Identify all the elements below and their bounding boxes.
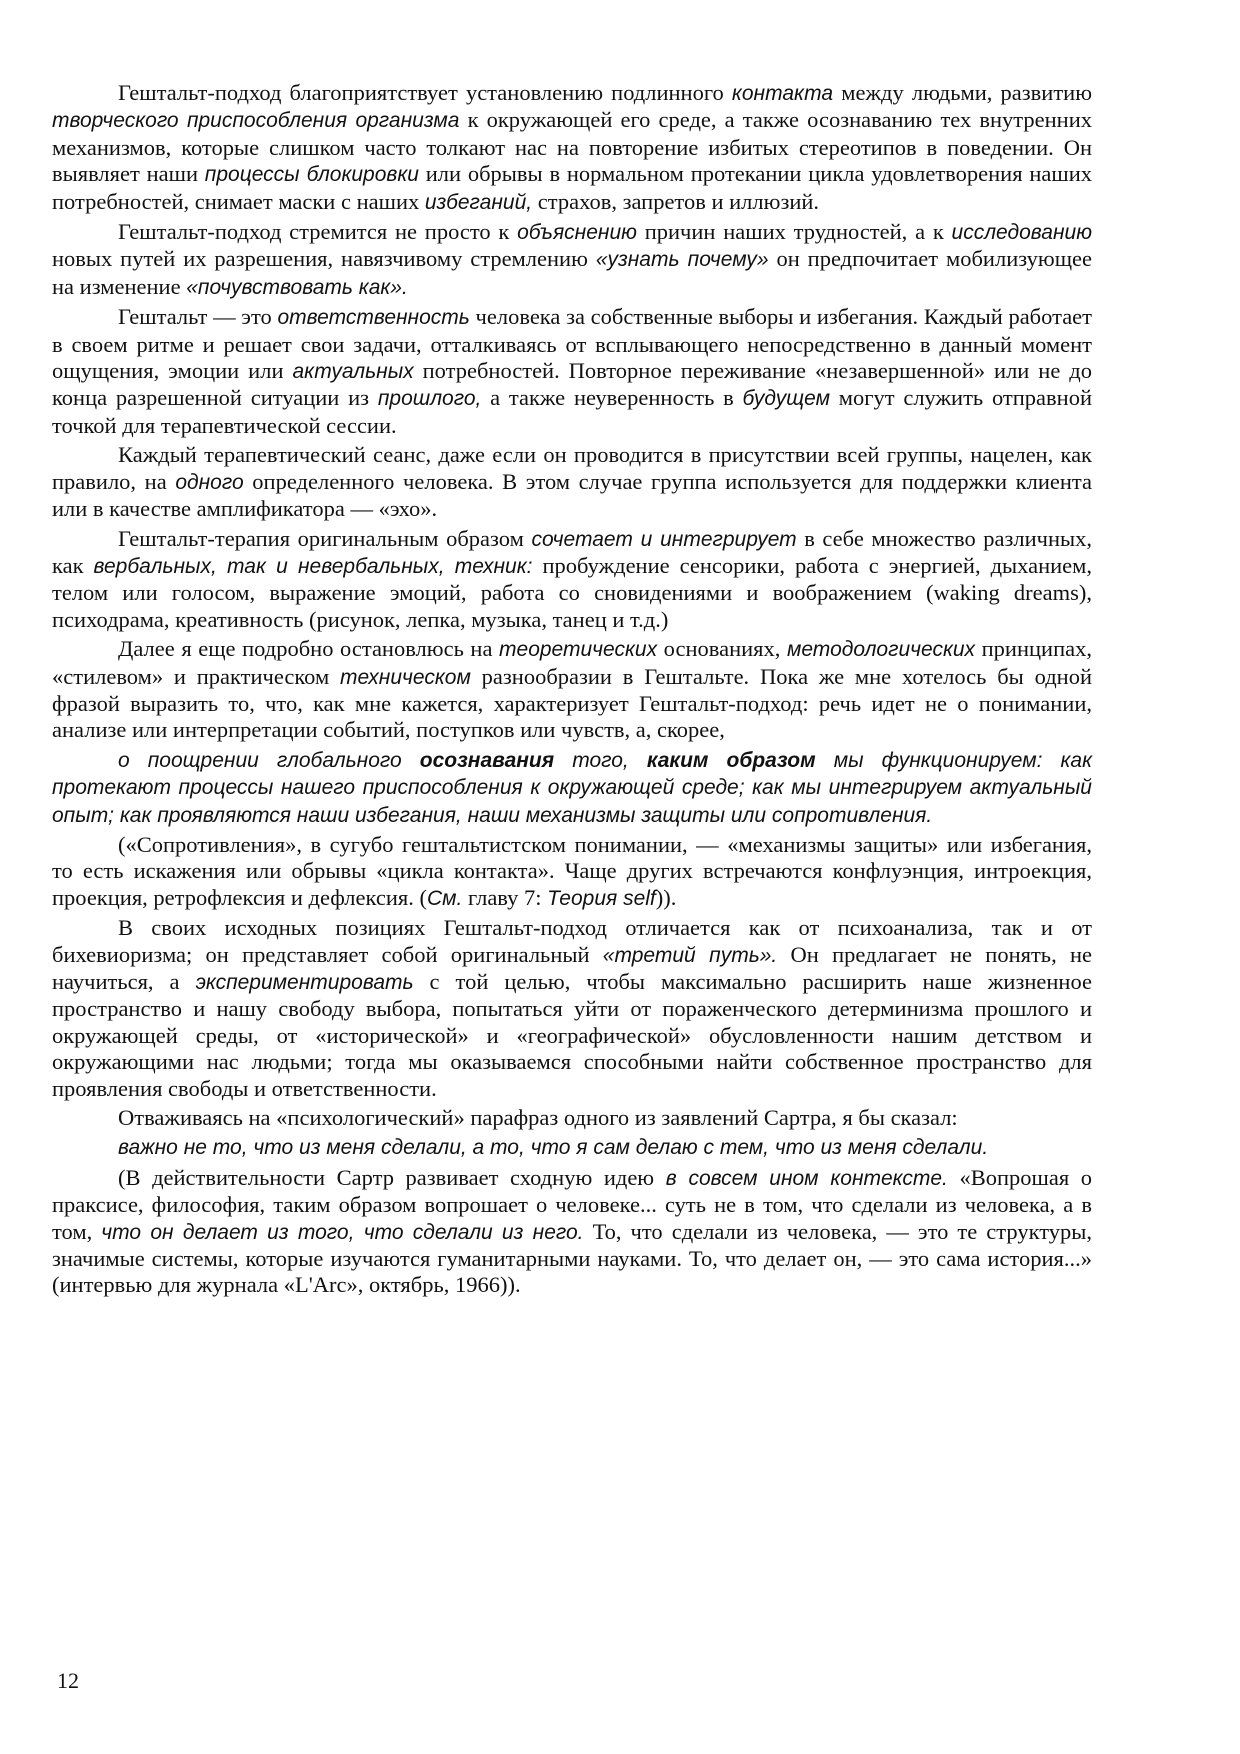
paragraph [52, 636, 1092, 744]
emphasis-text: важно не то, что из меня сделали, а то, что я сам делаю с тем, что из меня сделали. [118, 1136, 989, 1160]
body-text: Далее я еще подробно остановлюсь на [118, 636, 500, 662]
emphasis-text: методологических [786, 638, 976, 662]
paragraph [52, 442, 1092, 522]
body-text: основаниях, [657, 636, 787, 662]
emphasis-text: будущем [742, 387, 830, 411]
emphasis-text: мы функционируем: как протекают процессы нашего приспособления к окружающей среде; как мы интегрируем актуальный опыт; как проявляются наши избегания, наши механизмы защиты или сопротивления. [52, 748, 1092, 827]
paragraph [52, 832, 1092, 912]
body-text: (В действительности Сартр развивает сходную идею [118, 1164, 666, 1190]
emphasis-text: «третий путь». [602, 943, 778, 967]
emphasis-text: что он делает из того, что сделали из него. [101, 1220, 584, 1244]
strong-text: каким образом [646, 748, 816, 772]
emphasis-text: избеганий, [424, 190, 533, 214]
body-text: («Сопротивления», в сугубо гештальтистском понимании, — «механизмы защиты» или избегания, то есть искажения или обрывы «цикла контакта». Чаще других встречаются конфлуэнция, интроекция, проекция, ретрофлексия и дефлексия. ( [52, 831, 1092, 910]
body-text: он предпочитает мобилизующее на изменение [52, 246, 1093, 299]
paragraph [52, 526, 1092, 634]
body-text: разнообразии в Гештальте. Пока же мне хотелось бы одной фразой выразить то, что, как мне кажется, характеризует Гештальт-подход: речь идет не о понимании, анализе или интерпретации событий, поступков или чувств, а, скорее, [52, 663, 1092, 743]
body-text: Гештальт — это [118, 304, 278, 330]
emphasis-text: актуальных [292, 360, 414, 384]
emphasis-text: в совсем ином контексте. [665, 1166, 948, 1190]
emphasis-text: творческого приспособления организма [52, 109, 460, 133]
emphasis-text: техническом [340, 665, 471, 689]
body-text: к окружающей его среде, а также осознаванию тех внутренних механизмов, которые слишком часто толкают нас на повторение избитых стереотипов в поведении. Он выявляет наши [52, 107, 1092, 187]
body-text: потребностей. Повторное переживание «незавершенной» или не до конца разрешенной ситуации из [52, 358, 1092, 411]
emphasis-text: исследованию [951, 221, 1092, 245]
strong-text: осознавания [419, 748, 555, 772]
body-text: Гештальт-подход стремится не просто к [118, 219, 518, 245]
paragraph [52, 915, 1092, 1102]
emphasis-text: объяснению [517, 221, 637, 245]
emphasis-text: «узнать почему» [595, 248, 769, 272]
body-text: причин наших трудностей, а к [636, 219, 952, 245]
body-text: Гештальт-терапия оригинальным образом [118, 525, 532, 551]
page-number: 12 [57, 1668, 79, 1693]
body-text: между людьми, развитию [833, 80, 1093, 105]
body-text: Он предлагает не понять, не научиться, а [52, 941, 1092, 994]
body-text: Каждый терапевтический сеанс, даже если он проводится в присутствии всей группы, нацелен, как правило, на [52, 442, 1092, 494]
emphasis-text: прошлого, [377, 387, 482, 411]
body-text: главу 7: [462, 884, 548, 910]
emphasis-text: См. [426, 886, 463, 910]
emphasis-text: того, [554, 748, 647, 772]
emphasis-text: одного [175, 470, 244, 494]
quote-paragraph [52, 747, 1092, 829]
body-text: страхов, запретов и иллюзий. [532, 188, 820, 214]
body-text: новых путей их разрешения, навязчивому стремлению [52, 246, 596, 272]
emphasis-text: вербальных, так и невербальных, техник: [93, 554, 533, 578]
paragraph [52, 1165, 1092, 1299]
paragraph [52, 1134, 1092, 1161]
paragraph [52, 80, 1092, 216]
emphasis-text: о поощрении глобального [118, 748, 420, 772]
emphasis-text: контакта [731, 82, 834, 105]
body-text: человека за собственные выборы и избегания. Каждый работает в своем ритме и решает свои задачи, отталкиваясь от всплывающего непосредственно в данный момент ощущения, эмоции или [52, 304, 1092, 384]
body-text: в себе множество различных, как [52, 525, 1093, 578]
emphasis-text: экспериментировать [195, 971, 414, 994]
emphasis-text: теоретических [499, 638, 658, 662]
body-text: Гештальт-подход благоприятствует установлению подлинного [118, 80, 732, 105]
body-text: с той целью, чтобы максимально расширить наше жизненное пространство и нашу свободу выбора, попытаться уйти от пораженческого детерминизма прошлого и окружающей среды, от «исторической» и «географической» обусловленности нашим детством и окружающими нас людьми; тогда мы оказываемся способными найти собственное пространство для проявления свободы и ответственности. [52, 969, 1092, 1101]
body-text: или обрывы в нормальном протекании цикла удовлетворения наших потребностей, снимает маски с наших [52, 161, 1092, 214]
emphasis-text: Теория self [547, 886, 656, 910]
body-text: Отваживаясь на «психологический» парафраз одного из заявлений Сартра, я бы сказал: [118, 1105, 958, 1131]
body-text: а также неуверенность в [481, 385, 743, 411]
body-text: «Вопрошая о праксисе, философия, таким образом вопрошает о человеке... суть не в том, что сделали из человека, а в том, [52, 1164, 1092, 1244]
body-text: определенного человека. В этом случае группа используется для поддержки клиента или в качестве амплификатора — «эхо». [52, 468, 1093, 522]
body-text: могут служить отправной точкой для терапевтической сессии. [52, 385, 1092, 438]
paragraph [52, 304, 1092, 439]
body-text: )). [655, 884, 677, 910]
emphasis-text: процессы блокировки [204, 163, 419, 187]
emphasis-text: «почувствовать как». [186, 275, 408, 299]
document-page [52, 80, 1092, 1302]
body-text: То, что сделали из человека, — это те структуры, значимые системы, которые изучаются гуманитарными науками. То, что делает он, — это сама история...» (интервью для журнала «L'Arc», октябрь, 1966)). [52, 1218, 1092, 1298]
body-text: принципах, «стилевом» и практическом [52, 636, 1092, 689]
body-text: пробуждение сенсорики, работа с энергией, дыханием, телом или голосом, выражение эмоций, работа со сновидениями и воображением (waking dreams), психодрама, креативность (рисунок, лепка, музыка, танец и т.д.) [52, 552, 1092, 632]
body-text: В своих исходных позициях Гештальт-подход отличается как от психоанализа, так и от бихевиоризма; он представляет собой оригинальный [52, 915, 1092, 967]
paragraph [52, 1105, 1092, 1131]
paragraph [52, 219, 1092, 301]
emphasis-text: ответственность [277, 306, 470, 330]
emphasis-text: сочетает и интегрирует [531, 527, 797, 551]
